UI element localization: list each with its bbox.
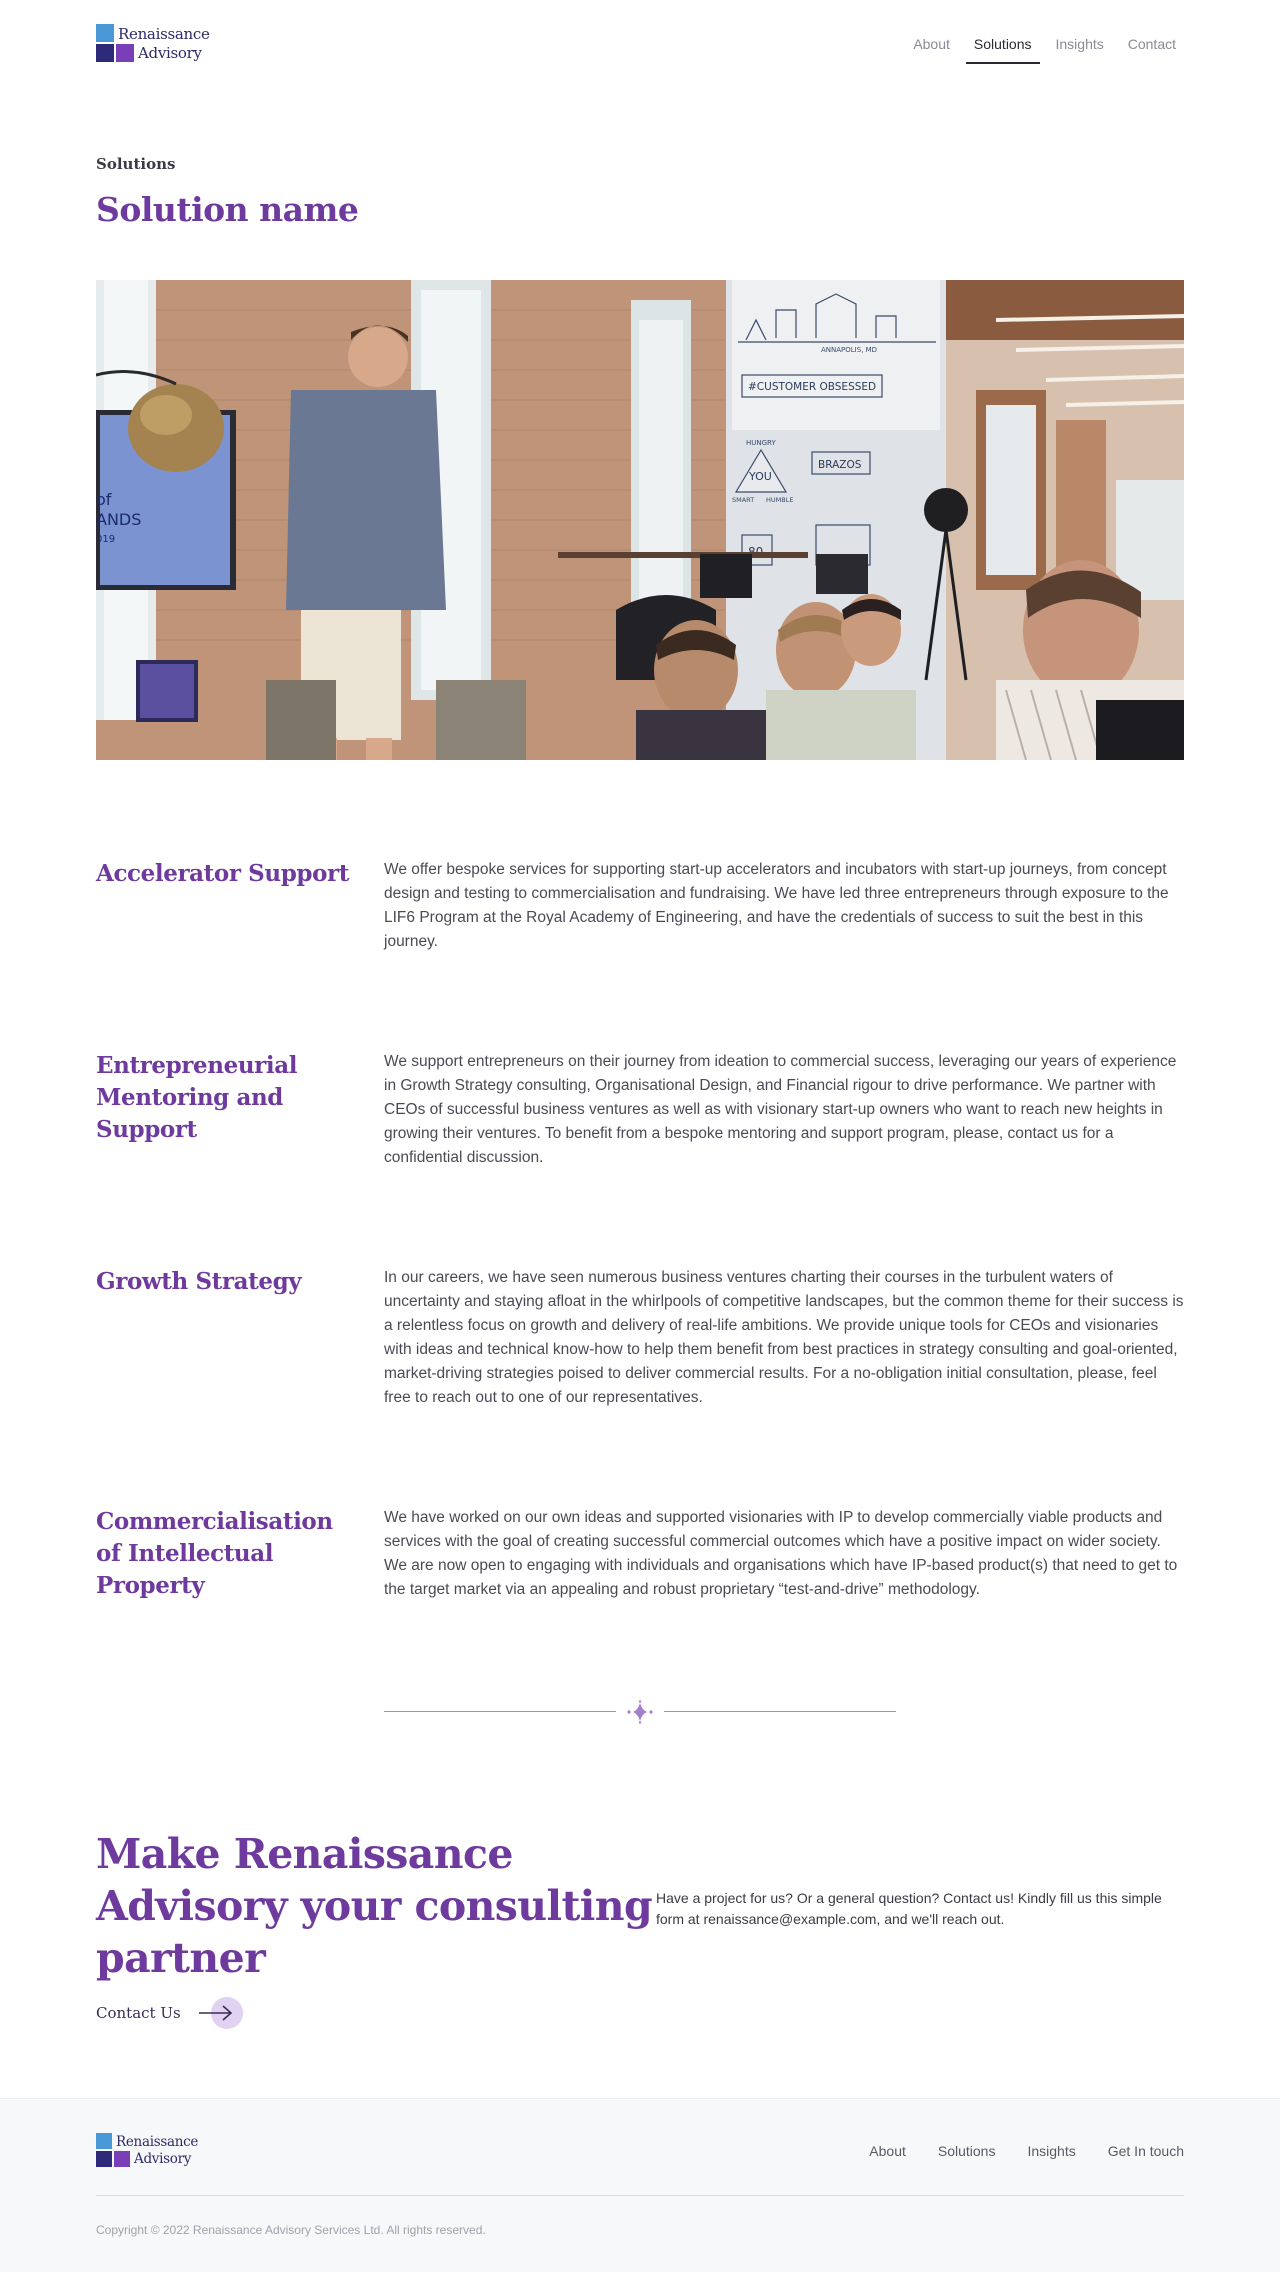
footer-nav-get-in-touch[interactable]: Get In touch [1107, 2143, 1184, 2159]
section-body: In our careers, we have seen numerous business ventures charting their courses in the turbulent waters of uncertainty and staying afloat in the whirlpools of competitive landscapes, but the common theme for their success is a relentless focus on growth and delivery of real-life ambitions. We provide unique tools for CEOs and visionaries with ideas and technical know-how to help them benefit from best practices in strategy consulting and goal-oriented, market-driving strategies poised to deliver commercial results. For a no-obligation initial consultation, please, feel free to reach out to one of our representatives. [384, 1269, 1184, 1406]
site-header [0, 0, 1280, 90]
site-footer [0, 2098, 1280, 2272]
footer-nav-insights[interactable]: Insights [1027, 2143, 1076, 2159]
nav-item-contact[interactable]: Contact [1127, 36, 1176, 52]
footer-nav [837, 2143, 1184, 2159]
sparkle-divider [384, 1700, 896, 1724]
contact-us-label: Contact Us [96, 2004, 181, 2022]
logo-mark-icon [96, 24, 134, 64]
screen-text-2: ANDS [96, 510, 142, 529]
screen-text-3: 019 [96, 534, 116, 545]
section-body: We support entrepreneurs on their journey from ideation to commercial success, leveraging our years of experience in Growth Strategy consulting, Organisational Design, and Financial rigour to drive performance. We partner with CEOs of successful business ventures as well as with visionary start-up owners who want to reach new heights in growing their ventures. To benefit from a bespoke mentoring and support program, please, contact us for a confidential discussion. [384, 1053, 1177, 1166]
contact-us-link[interactable] [96, 1996, 245, 2030]
arrow-right-icon [197, 1996, 245, 2030]
section-accelerator-support [96, 858, 1184, 968]
board-small-1: ANNAPOLIS, MD [821, 346, 878, 354]
board-small-4: SMART [732, 496, 755, 504]
page-eyebrow: Solutions [96, 155, 176, 173]
sparkle-divider-icon [625, 1700, 655, 1724]
footer-divider [96, 2195, 1184, 2196]
section-title: Growth Strategy [96, 1268, 302, 1295]
screen-text-1: of [96, 490, 112, 509]
section-title: Entrepreneurial Mentoring and Support [96, 1052, 298, 1143]
board-small-2: HUNGRY [746, 439, 776, 447]
board-small-6: BRAZOS [818, 459, 862, 471]
section-body: We have worked on our own ideas and supported visionaries with IP to develop commercially viable products and services with the goal of creating successful commercial outcomes which have a positive impact on wider society. We are now open to engaging with individuals and organisations which have IP-based product(s) that need to get to the target market via an appealing and robust proprietary “test-and-drive” methodology. [384, 1509, 1178, 1598]
brand-logo[interactable] [96, 24, 210, 64]
copyright-text: Copyright © 2022 Renaissance Advisory Services Ltd. All rights reserved. [96, 2223, 486, 2237]
section-body: We offer bespoke services for supporting start-up accelerators and incubators with start-up journeys, from concept design and testing to commercialisation and fundraising. We have led three entrepreneurs through exposure to the LIF6 Program at the Royal Academy of Engineering, and have the credentials of success to suit the best in this journey. [384, 861, 1169, 950]
board-small-5: HUMBLE [766, 496, 794, 504]
cta-title: Make Renaissance Advisory your consulting partner [96, 1830, 653, 1982]
section-title: Commercialisation of Intellectual Property [96, 1508, 333, 1599]
main-nav [897, 30, 1184, 64]
logo-mark-icon [96, 2133, 130, 2169]
nav-item-about[interactable]: About [913, 36, 950, 52]
cta-text: Have a project for us? Or a general question? Contact us! Kindly fill us this simple form at renaissance@example.com, and we'll reach out. [656, 1890, 1162, 1927]
section-growth-strategy [96, 1266, 1184, 1416]
brand-name: Renaissance Advisory [118, 25, 210, 62]
footer-logo[interactable] [96, 2133, 198, 2169]
section-commercialisation-ip [96, 1506, 1184, 1616]
footer-nav-solutions[interactable]: Solutions [937, 2143, 996, 2159]
board-text: #CUSTOMER OBSESSED [748, 381, 877, 393]
board-small-3: YOU [749, 470, 772, 483]
section-entrepreneurial-mentoring [96, 1050, 1184, 1180]
footer-brand-name: Renaissance Advisory [116, 2134, 199, 2167]
nav-item-solutions[interactable]: Solutions [966, 30, 1040, 64]
hero-image [96, 280, 1184, 760]
page-title: Solution name [96, 190, 359, 229]
footer-nav-about[interactable]: About [869, 2143, 906, 2159]
section-title: Accelerator Support [96, 860, 349, 887]
nav-item-insights[interactable]: Insights [1055, 36, 1104, 52]
